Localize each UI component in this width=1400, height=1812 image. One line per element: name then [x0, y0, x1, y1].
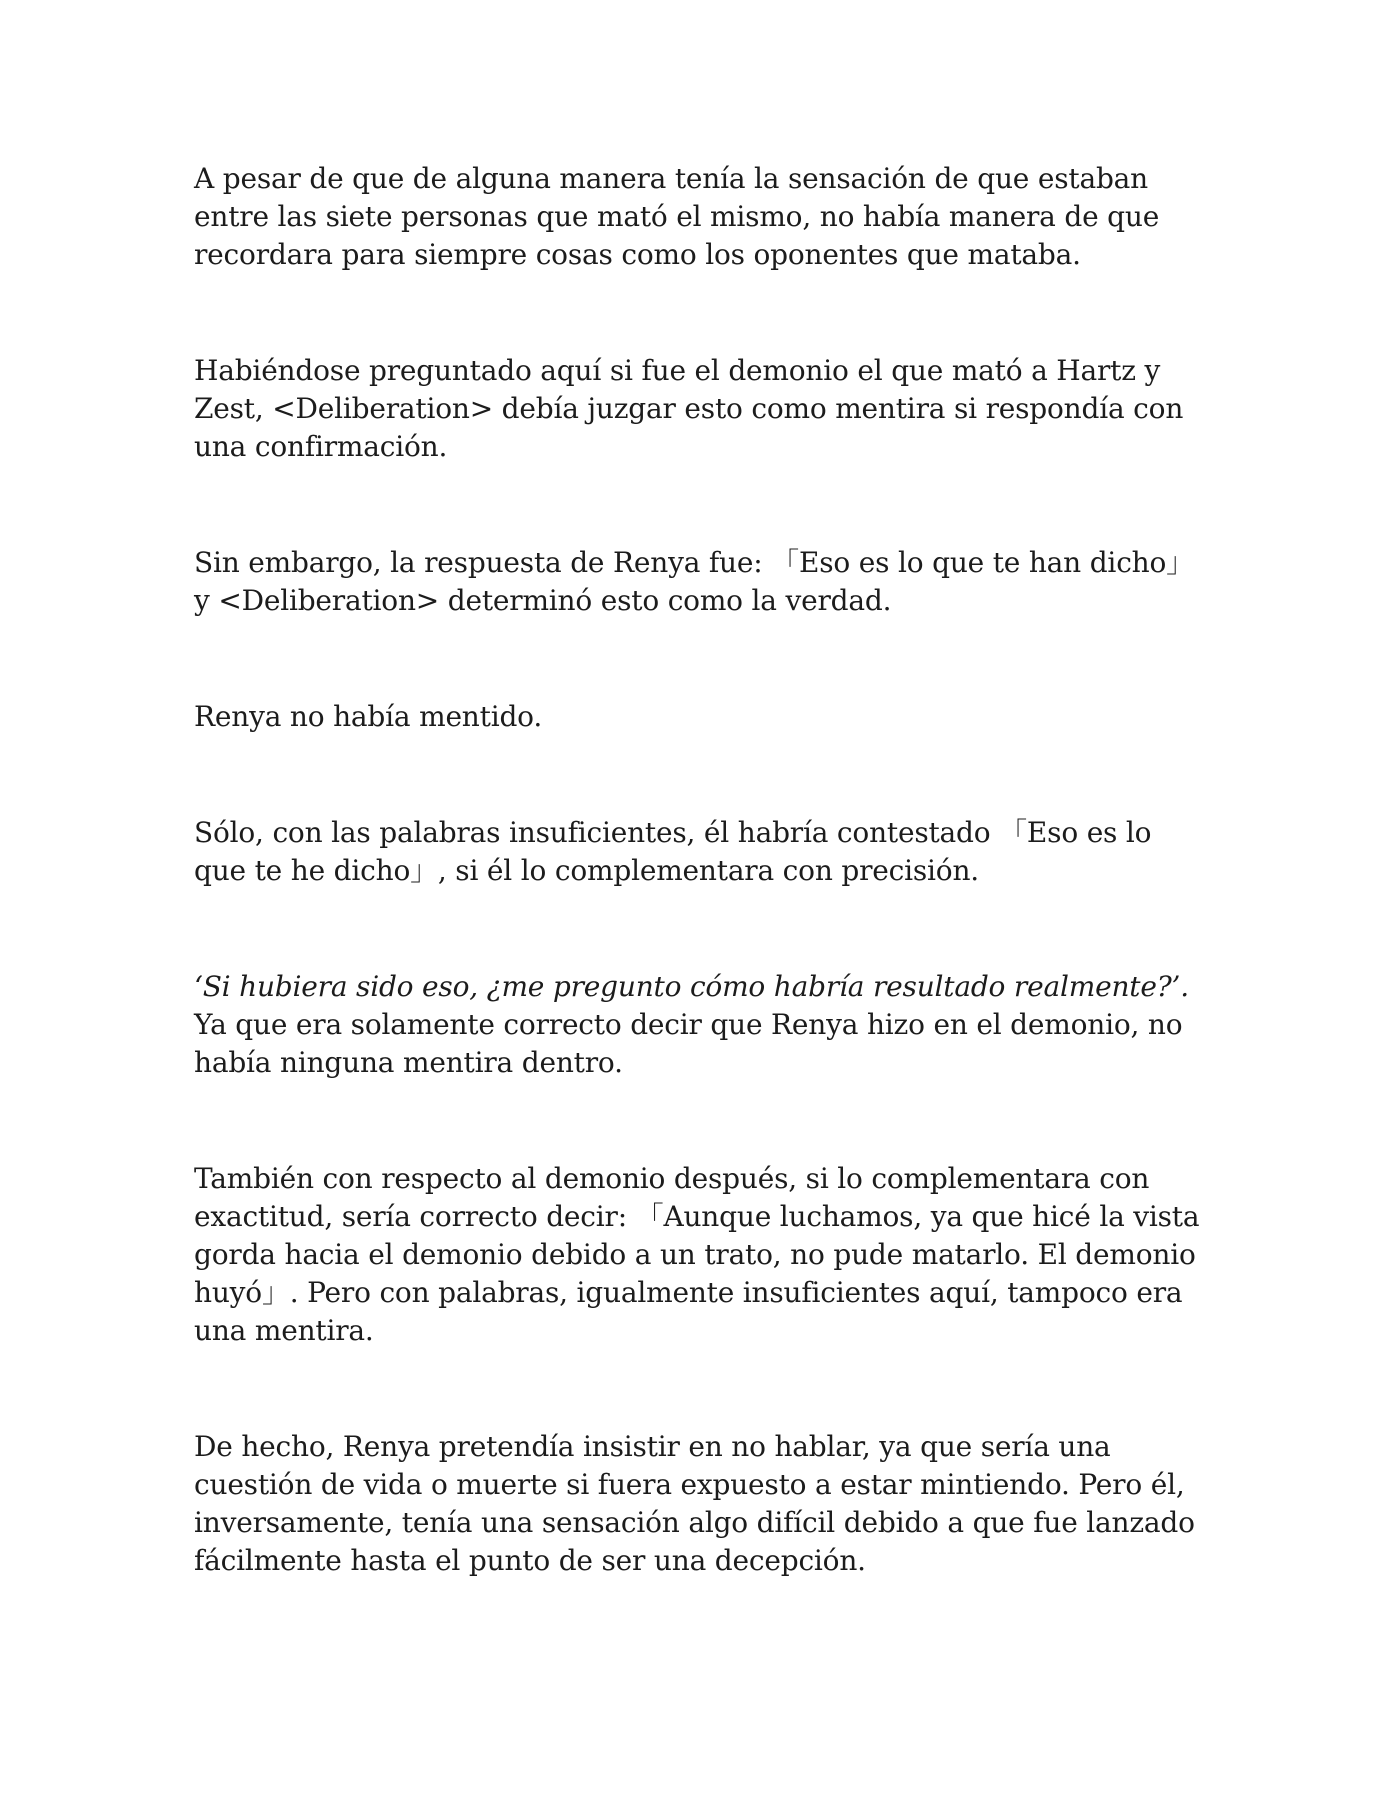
paragraph-4	[194, 698, 1230, 736]
text-line: Sólo, con las palabras insuficientes, él habría contestado 「Eso es lo	[194, 816, 1152, 849]
text-line: una mentira.	[194, 1314, 374, 1347]
paragraph-6	[194, 968, 1230, 1082]
text-line: y <Deliberation> determinó esto como la verdad.	[194, 584, 892, 617]
paragraph-5	[194, 814, 1230, 890]
text-line: entre las siete personas que mató el mismo, no había manera de que	[194, 200, 1160, 233]
text-line: una confirmación.	[194, 430, 448, 463]
text-line: Zest, <Deliberation> debía juzgar esto como mentira si respondía con	[194, 392, 1184, 425]
text-line: Ya que era solamente correcto decir que Renya hizo en el demonio, no	[194, 1008, 1183, 1041]
paragraph-7	[194, 1160, 1230, 1350]
paragraph-8	[194, 1428, 1230, 1580]
text-line: había ninguna mentira dentro.	[194, 1046, 623, 1079]
text-line: Habiéndose preguntado aquí si fue el demonio el que mató a Hartz y	[194, 354, 1161, 387]
text-line: A pesar de que de alguna manera tenía la sensación de que estaban	[194, 162, 1149, 195]
text-line: exactitud, sería correcto decir: 「Aunque luchamos, ya que hicé la vista	[194, 1200, 1200, 1233]
paragraph-2	[194, 352, 1230, 466]
italic-thought-line: ‘Si hubiera sido eso, ¿me pregunto cómo habría resultado realmente?’.	[194, 970, 1189, 1003]
paragraph-3	[194, 544, 1230, 620]
text-line: gorda hacia el demonio debido a un trato, no pude matarlo. El demonio	[194, 1238, 1196, 1271]
text-line: inversamente, tenía una sensación algo difícil debido a que fue lanzado	[194, 1506, 1195, 1539]
text-line: Sin embargo, la respuesta de Renya fue: 「Eso es lo que te han dicho」	[194, 546, 1194, 579]
text-line: También con respecto al demonio después, si lo complementara con	[194, 1162, 1150, 1195]
paragraph-1	[194, 160, 1230, 274]
text-line: huyó」. Pero con palabras, igualmente insuficientes aquí, tampoco era	[194, 1276, 1183, 1309]
text-line: Renya no había mentido.	[194, 700, 543, 733]
text-line: cuestión de vida o muerte si fuera expuesto a estar mintiendo. Pero él,	[194, 1468, 1185, 1501]
text-line: fácilmente hasta el punto de ser una decepción.	[194, 1544, 866, 1577]
text-line: recordara para siempre cosas como los oponentes que mataba.	[194, 238, 1081, 271]
text-line: que te he dicho」, si él lo complementara con precisión.	[194, 854, 979, 887]
text-line: De hecho, Renya pretendía insistir en no hablar, ya que sería una	[194, 1430, 1111, 1463]
